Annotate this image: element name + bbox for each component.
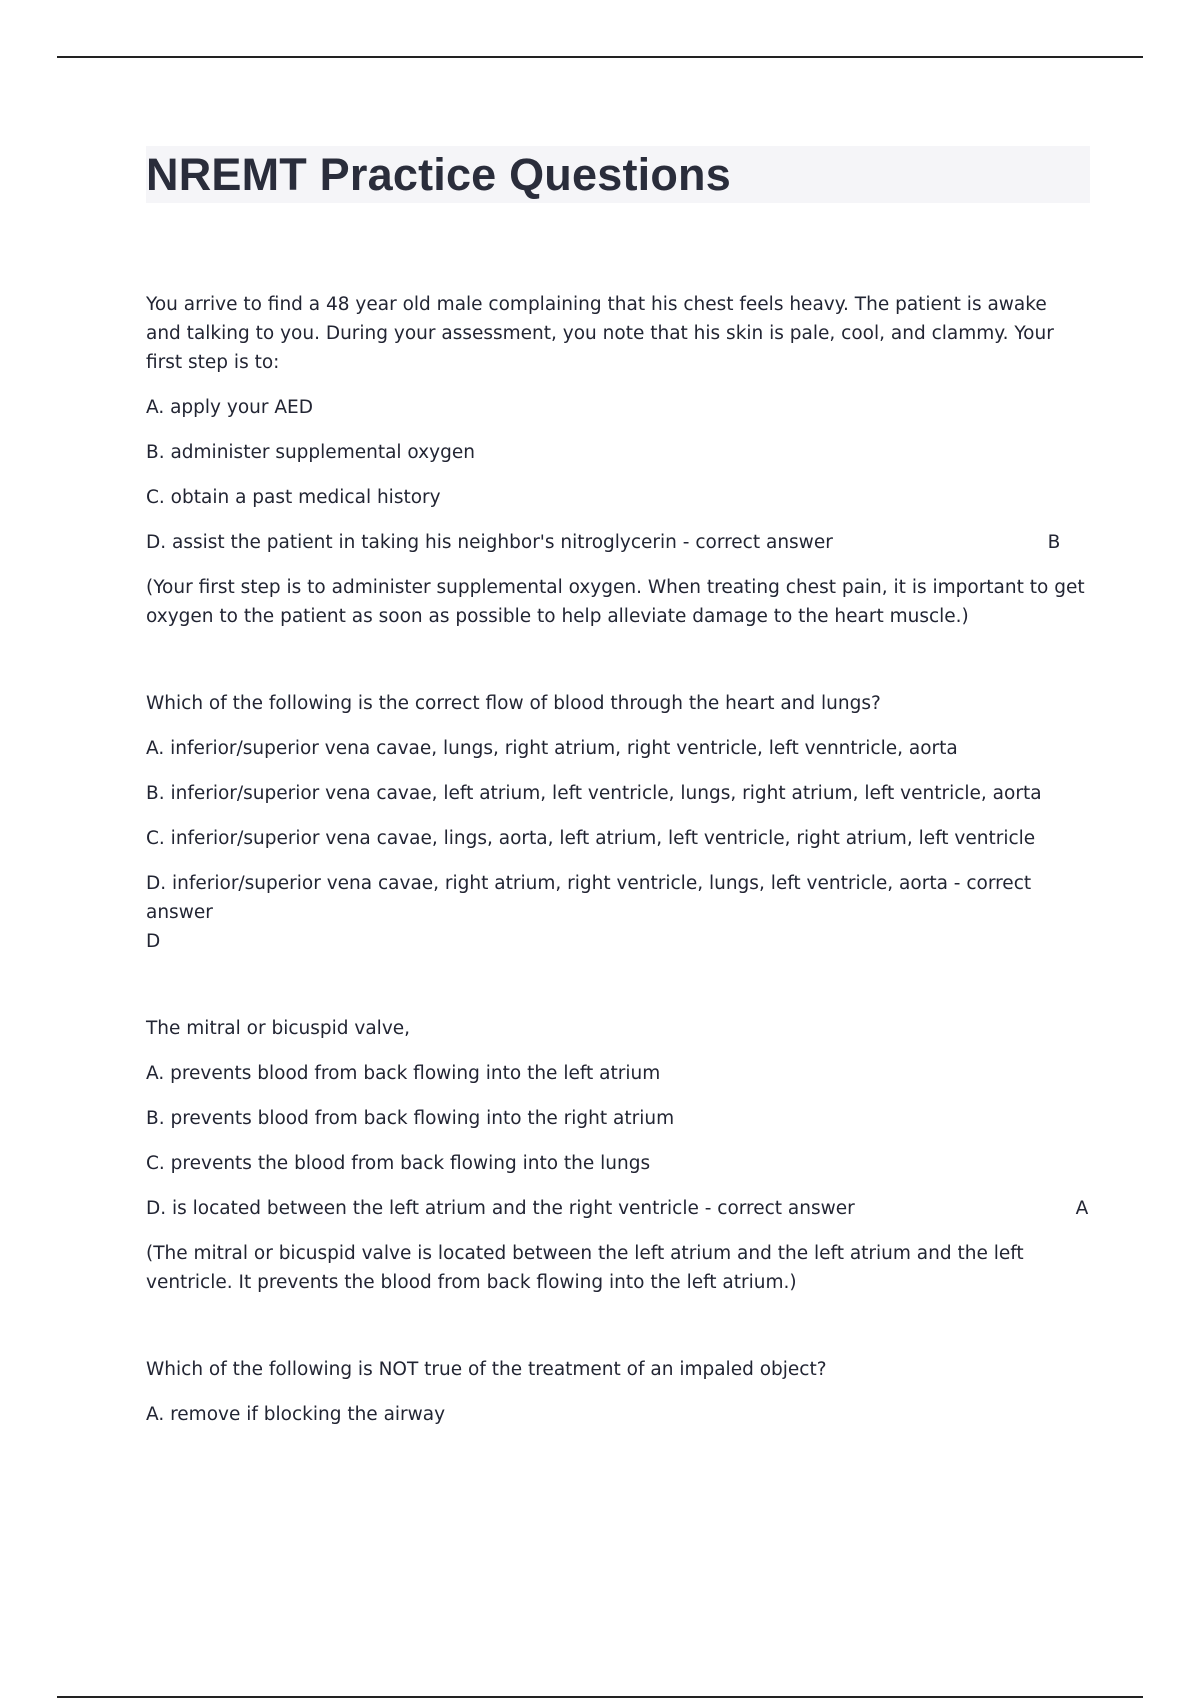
top-rule (57, 56, 1143, 58)
answer-option: D. inferior/superior vena cavae, right atrium, right ventricle, lungs, left ventricle, aorta - correct answer (146, 873, 1032, 923)
answer-explanation: (Your first step is to administer supplemental oxygen. When treating chest pain, it is important to get oxygen to the patient as soon as possible to help alleviate damage to the heart muscle.) (146, 577, 1085, 627)
correct-answer-letter: A (1075, 1198, 1089, 1219)
answer-option: A. apply your AED (146, 397, 313, 418)
answer-option: A. prevents blood from back flowing into the left atrium (146, 1063, 661, 1084)
answer-option: C. prevents the blood from back flowing into the lungs (146, 1153, 651, 1174)
question-1 (146, 290, 1086, 631)
answer-option: C. obtain a past medical history (146, 487, 441, 508)
answer-row (146, 1194, 1089, 1223)
answer-option: D. is located between the left atrium and the right ventricle - correct answer (146, 1198, 855, 1219)
correct-answer-letter: B (1047, 532, 1061, 553)
correct-answer-letter: D (146, 931, 161, 952)
question-list (146, 290, 1089, 1445)
page-title: NREMT Practice Questions (146, 149, 731, 200)
question-prompt: You arrive to find a 48 year old male complaining that his chest feels heavy. The patient is awake and talking to you. During your assessment, you note that his skin is pale, cool, and clammy. Your first step is to: (146, 294, 1054, 373)
answer-option: A. inferior/superior vena cavae, lungs, right atrium, right ventricle, left venntricle, aorta (146, 738, 958, 759)
answer-option: C. inferior/superior vena cavae, lings, aorta, left atrium, left ventricle, right atrium, left ventricle (146, 828, 1036, 849)
question-prompt: Which of the following is the correct flow of blood through the heart and lungs? (146, 693, 881, 714)
answer-option: B. prevents blood from back flowing into the right atrium (146, 1108, 675, 1129)
answer-explanation: (The mitral or bicuspid valve is located between the left atrium and the left atrium and the left ventricle. It prevents the blood from back flowing into the left atrium.) (146, 1243, 1024, 1293)
answer-option-with-answer (146, 869, 1086, 956)
question-4 (146, 1355, 1086, 1429)
answer-option: D. assist the patient in taking his neighbor's nitroglycerin - correct answer (146, 532, 833, 553)
answer-row (146, 528, 1086, 557)
question-3 (146, 1014, 1089, 1297)
answer-option: B. administer supplemental oxygen (146, 442, 475, 463)
answer-option: B. inferior/superior vena cavae, left atrium, left ventricle, lungs, right atrium, left ventricle, aorta (146, 783, 1042, 804)
question-prompt: Which of the following is NOT true of the treatment of an impaled object? (146, 1359, 827, 1380)
answer-option: A. remove if blocking the airway (146, 1404, 446, 1425)
bottom-rule (57, 1696, 1143, 1698)
question-2 (146, 689, 1086, 956)
question-prompt: The mitral or bicuspid valve, (146, 1018, 411, 1039)
